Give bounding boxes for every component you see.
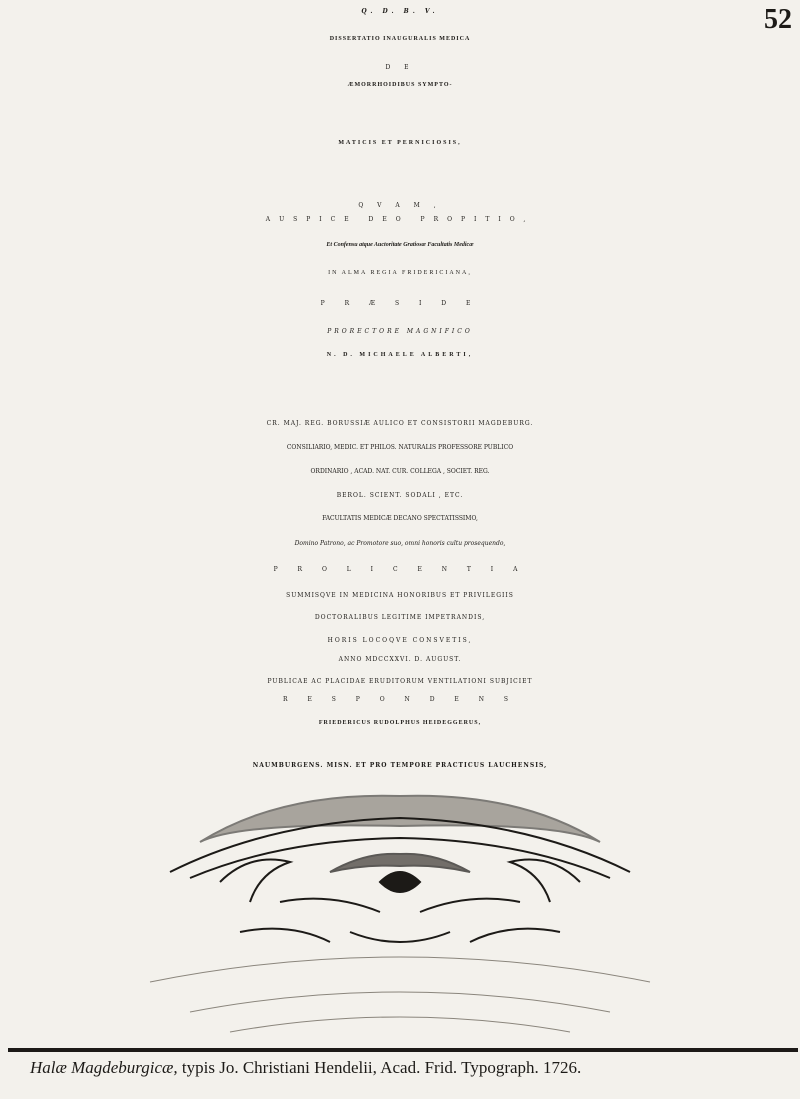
domino-line: Domino Patrono, ac Promotore suo, omni honoris cultu prosequendo, <box>294 540 506 547</box>
horis-line: HORIS LOCOQVE CONSVETIS, <box>327 637 473 644</box>
imprint-rule <box>8 1048 798 1052</box>
praeses-titles-4: BEROL. SCIENT. SODALI , ETC. <box>336 492 464 499</box>
page-number: 52 <box>764 4 792 35</box>
imprint-place: Halæ Magdeburgicæ, <box>30 1058 178 1077</box>
qvam-line: Q V A M , <box>358 202 442 209</box>
pro-licentia-line: P R O L I C E N T I A <box>273 566 527 573</box>
main-title-line-1: ÆMORRHOIDIBUS SYMPTO- <box>347 82 453 88</box>
imprint-printer: typis Jo. Christiani Hendelii, Acad. Frid. Typograph. 1726. <box>181 1058 582 1077</box>
header-signature: Q. D. B. V. <box>361 8 439 15</box>
prorectore-line: PRORECTORE MAGNIFICO <box>327 328 473 335</box>
date-line: ANNO MDCCXXVI. D. AUGUST. <box>338 656 462 663</box>
praeside-line: P R Æ S I D E <box>320 300 480 307</box>
consensu-line: Et Confensu atque Auctoritate Gratiosæ Facultatis Medicæ <box>326 242 474 248</box>
de-line: D E <box>385 64 415 71</box>
decano-line: FACULTATIS MEDICÆ DECANO SPECTATISSIMO, <box>322 515 478 522</box>
main-title-line-2: MATICIS ET PERNICIOSIS, <box>338 140 462 146</box>
praeses-name: N. D. MICHAELE ALBERTI, <box>326 352 474 358</box>
printers-ornament <box>130 782 670 1040</box>
respondent-name: FRIEDERICUS RUDOLPHUS HEIDEGGERUS, <box>318 720 482 726</box>
respondent-origin: NAUMBURGENS. MISN. ET PRO TEMPORE PRACTICUS LAUCHENSIS, <box>252 762 548 769</box>
doctoralibus-line: DOCTORALIBUS LEGITIME IMPETRANDIS, <box>314 614 486 621</box>
praeses-titles-2: CONSILIARIO, MEDIC. ET PHILOS. NATURALIS PROFESSORE PUBLICO <box>286 444 514 451</box>
dissertation-heading: DISSERTATIO INAUGURALIS MEDICA <box>329 36 471 42</box>
praeses-titles-1: CR. MAJ. REG. BORUSSIÆ AULICO ET CONSISTORII MAGDEBURG. <box>266 420 534 427</box>
publicae-line: PUBLICAE AC PLACIDAE ERUDITORUM VENTILATIONI SUBJICIET <box>267 678 533 685</box>
praeses-titles-3: ORDINARIO , ACAD. NAT. CUR. COLLEGA , SOCIET. REG. <box>310 468 490 475</box>
respondens-line: R E S P O N D E N S <box>283 696 517 703</box>
university-line: IN ALMA REGIA FRIDERICIANA, <box>328 270 472 276</box>
summis-line: SUMMISQVE IN MEDICINA HONORIBUS ET PRIVILEGIIS <box>286 592 514 599</box>
imprint <box>30 1058 581 1078</box>
auspice-line: AUSPICE DEO PROPITIO, <box>265 216 535 223</box>
